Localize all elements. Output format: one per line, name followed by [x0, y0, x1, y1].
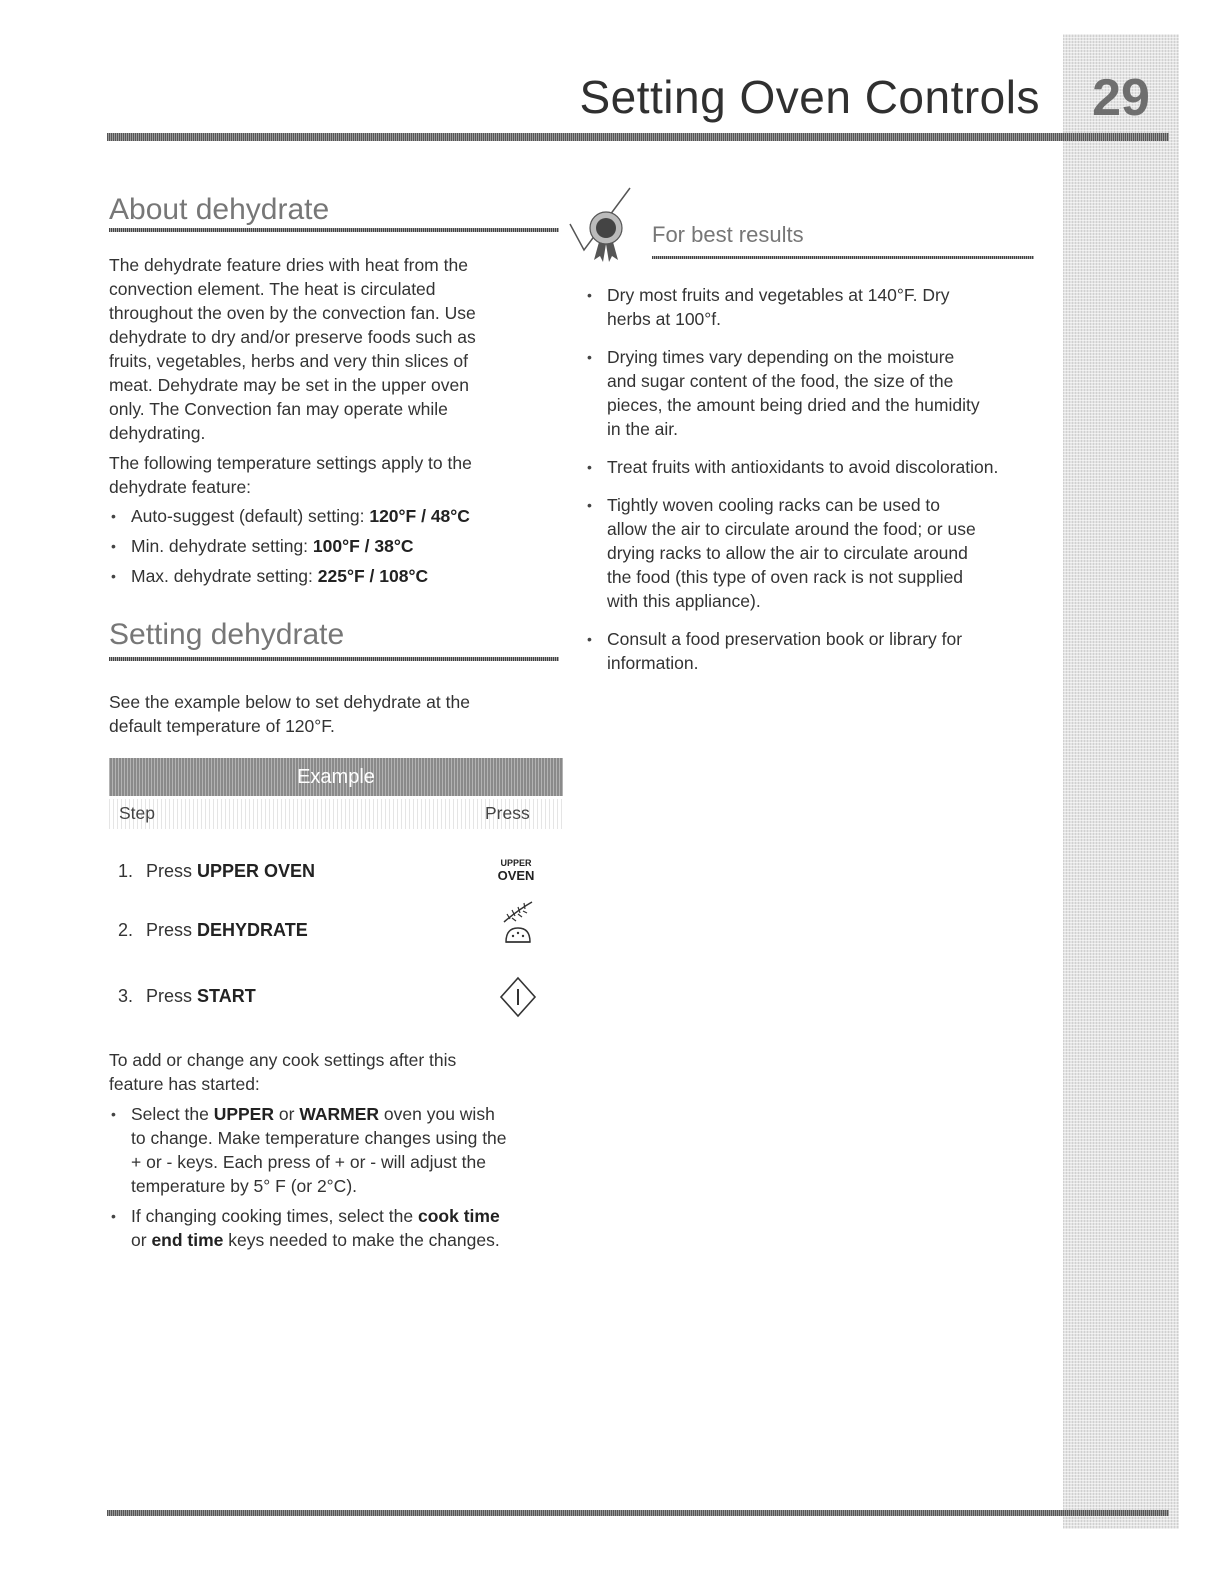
setting-dehydrate-heading: Setting dehydrate — [109, 618, 345, 651]
step-column-label: Step — [119, 803, 155, 823]
temperature-settings-list — [109, 504, 559, 588]
list-item: • Tightly woven cooling racks can be used to allow the air to circulate around the food; or use drying racks to allow the air to circulate around the food (this type of oven rack is not supplied with this appliance). — [587, 495, 976, 611]
best-results-heading: For best results — [652, 222, 804, 247]
press-column-label: Press — [485, 803, 530, 823]
list-item: • Drying times vary depending on the moisture and sugar content of the food, the size of the pieces, the amount being dried and the humidity in the air. — [587, 347, 980, 439]
about-dehydrate-heading: About dehydrate — [109, 193, 330, 226]
setting-intro: See the example below to set dehydrate at the default temperature of 120°F. — [109, 692, 470, 736]
change-settings-list — [109, 1102, 569, 1252]
list-item: • Select the UPPER or WARMER oven you wish to change. Make temperature changes using the + or - keys. Each press of + or - will adjust the temperature by 5° F (or 2°C). — [111, 1104, 507, 1196]
about-paragraph: The dehydrate feature dries with heat from the convection element. The heat is circulated throughout the oven by the convection fan. Use dehydrate to dry and/or preserve foods such as fruits, vegetables, herbs and very thin slices of meat. Dehydrate may be set in the upper oven only. The Convection fan may operate while dehydrating. — [109, 255, 476, 443]
setting-heading-rule — [109, 657, 559, 661]
list-item: • Consult a food preservation book or library for information. — [587, 629, 963, 673]
about-heading-rule — [109, 228, 559, 232]
upper-oven-key: UPPER OVEN — [497, 858, 535, 883]
step-row: 1. Press UPPER OVEN — [118, 861, 316, 881]
award-ribbon-icon — [566, 184, 644, 269]
example-header-bar: Example — [109, 758, 563, 796]
page-title: Setting Oven Controls — [579, 71, 1040, 123]
step-press-header — [109, 799, 563, 829]
header-rule — [107, 133, 1169, 141]
list-item: • Auto-suggest (default) setting: 120°F / 48°C — [111, 506, 470, 526]
list-item: • Min. dehydrate setting: 100°F / 38°C — [111, 536, 414, 556]
start-icon — [498, 975, 538, 1024]
list-item: • Max. dehydrate setting: 225°F / 108°C — [111, 566, 429, 586]
temperature-settings-intro: The following temperature settings apply to the dehydrate feature: — [109, 453, 472, 497]
list-item: • Treat fruits with antioxidants to avoid discoloration. — [587, 457, 999, 477]
change-settings-intro: To add or change any cook settings after this feature has started: — [109, 1050, 457, 1094]
side-tab-decoration — [1063, 34, 1179, 1529]
footer-rule — [107, 1510, 1169, 1516]
step-row: 3. Press START — [118, 986, 256, 1006]
page-number: 29 — [1092, 69, 1150, 127]
best-results-rule — [652, 256, 1034, 259]
list-item: • Dry most fruits and vegetables at 140°F. Dry herbs at 100°f. — [587, 285, 950, 329]
best-results-list — [585, 283, 1045, 675]
list-item: • If changing cooking times, select the cook time or end time keys needed to make the changes. — [111, 1206, 500, 1250]
dehydrate-icon — [498, 900, 538, 949]
step-row: 2. Press DEHYDRATE — [118, 920, 308, 940]
